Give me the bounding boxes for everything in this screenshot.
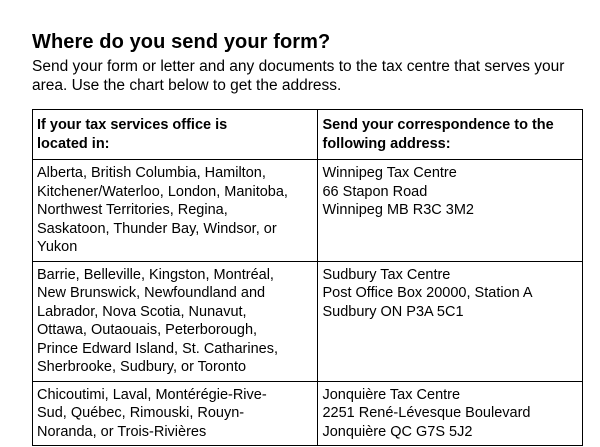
- address-cell: [318, 160, 583, 262]
- address-line: 66 Stapon Road: [322, 183, 428, 200]
- address-cell: [318, 261, 583, 381]
- address-line: Winnipeg MB R3C 3M2: [322, 202, 474, 218]
- address-line: 2251 René-Lévesque Boulevard: [322, 405, 531, 421]
- office-line: Saskatoon, Thunder Bay, Windsor, or: [37, 220, 277, 237]
- tax-centre-table: [32, 109, 583, 446]
- intro-line: Send your form or letter and any documents to the tax centre that serves your: [32, 58, 565, 75]
- table-row: [33, 160, 583, 262]
- office-line: Noranda, or Trois-Rivières: [37, 423, 207, 440]
- intro-paragraph: [32, 57, 592, 95]
- header-office-location: [33, 110, 318, 160]
- office-line: Yukon: [37, 239, 78, 255]
- table-row: [33, 261, 583, 381]
- header-line: following address:: [322, 135, 451, 152]
- table-row: [33, 381, 583, 446]
- table-header-row: [33, 110, 583, 160]
- header-line: Send your correspondence to the: [322, 117, 554, 133]
- address-line: Jonquière Tax Centre: [322, 386, 461, 403]
- address-line: Sudbury ON P3A 5C1: [322, 303, 464, 320]
- office-line: Sud, Québec, Rimouski, Rouyn-: [37, 405, 245, 421]
- office-line: Barrie, Belleville, Kingston, Montréal,: [37, 266, 274, 283]
- office-line: Sherbrooke, Sudbury, or Toronto: [37, 359, 247, 375]
- office-line: Alberta, British Columbia, Hamilton,: [37, 165, 266, 181]
- intro-line: area. Use the chart below to get the address.: [32, 77, 342, 94]
- page-title: Where do you send your form?: [32, 31, 331, 53]
- header-line: If your tax services office is: [37, 117, 228, 133]
- office-line: Chicoutimi, Laval, Montérégie-Rive-: [37, 386, 267, 403]
- office-line: Northwest Territories, Regina,: [37, 202, 228, 218]
- address-line: Post Office Box 20000, Station A: [322, 285, 533, 301]
- office-line: Ottawa, Outaouais, Peterborough,: [37, 322, 258, 338]
- office-line: Labrador, Nova Scotia, Nunavut,: [37, 303, 247, 320]
- address-line: Winnipeg Tax Centre: [322, 165, 457, 181]
- offices-cell: [33, 160, 318, 262]
- address-line: Jonquière QC G7S 5J2: [322, 423, 473, 440]
- address-line: Sudbury Tax Centre: [322, 266, 451, 283]
- office-line: Kitchener/Waterloo, London, Manitoba,: [37, 183, 288, 200]
- offices-cell: [33, 261, 318, 381]
- office-line: Prince Edward Island, St. Catharines,: [37, 340, 278, 357]
- header-mailing-address: [318, 110, 583, 160]
- offices-cell: [33, 381, 318, 446]
- office-line: New Brunswick, Newfoundland and: [37, 285, 266, 301]
- address-cell: [318, 381, 583, 446]
- header-line: located in:: [37, 135, 110, 152]
